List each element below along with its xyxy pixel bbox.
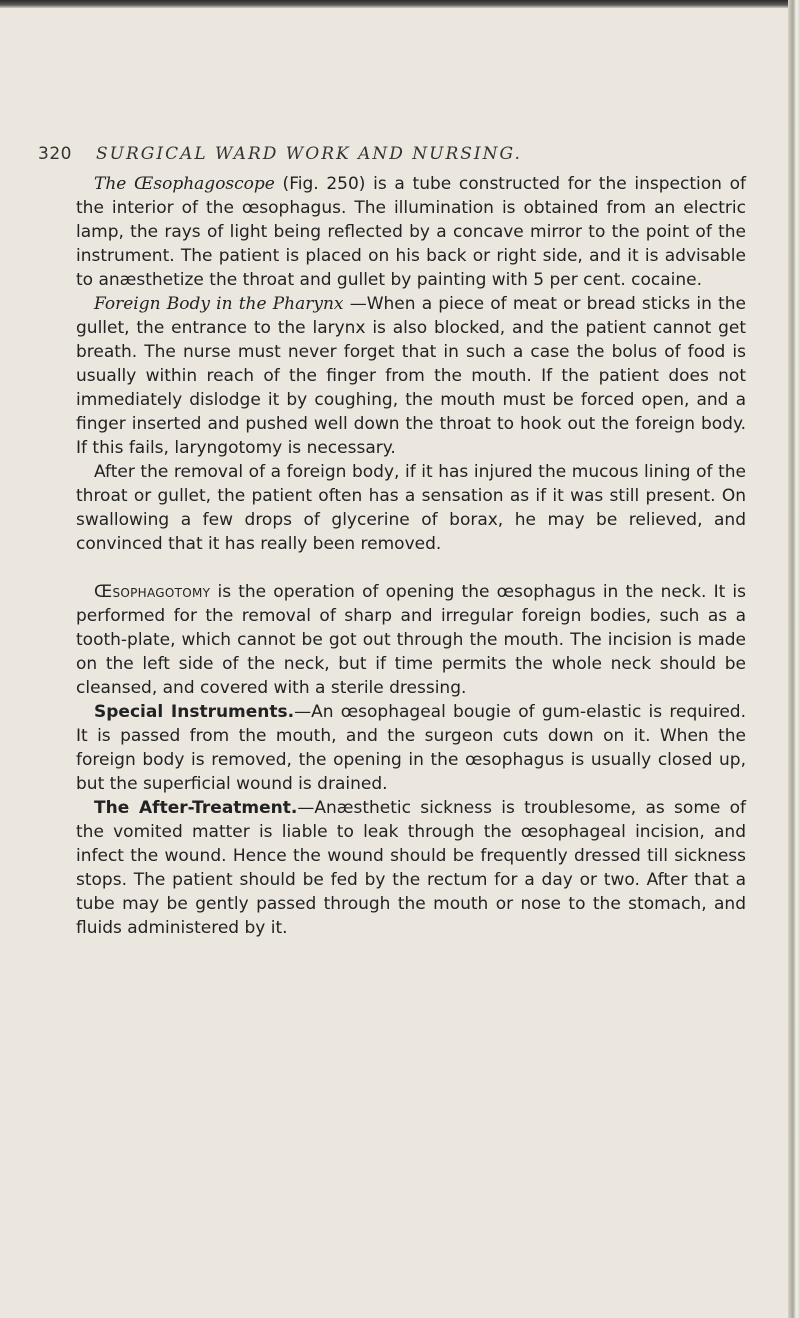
paragraph-after-removal: [76, 460, 746, 556]
paragraph-text: —An œsophageal bougie of gum-elastic is required. It is passed from the mouth, and the surgeon cuts down on it. When the foreign body is removed, the opening in the œsophagus is usually closed up, but the superficial wound is drained.: [76, 702, 746, 794]
paragraph-text: After the removal of a foreign body, if it has injured the mucous lining of the throat or gullet, the patient often has a sensation as if it was still present. On swallowing a few drops of glycerine of borax, he may be relieved, and convinced that it has really been removed.: [76, 462, 746, 554]
paragraph-text: is the operation of opening the œsophagus in the neck. It is performed for the removal of sharp and irregular foreign bodies, such as a tooth-plate, which cannot be got out through the mouth. The incision is made on the left side of the neck, but if time permits the whole neck should be cleansed, and covered with a sterile dressing.: [76, 582, 746, 698]
paragraph-text: —When a piece of meat or bread sticks in the gullet, the entrance to the larynx is also blocked, and the patient cannot get breath. The nurse must never forget that in such a case the bolus of food is usually within reach of the finger from the mouth. If the patient does not immediately dislodge it by coughing, the mouth must be forced open, and a finger inserted and pushed well down the throat to hook out the foreign body. If this fails, laryngotomy is necessary.: [76, 294, 746, 458]
paragraph-oesophagoscope: [76, 172, 746, 292]
paragraph-oesophagotomy: [76, 580, 746, 700]
paragraph-foreign-body: [76, 292, 746, 460]
paragraph-text: (Fig. 250) is a tube constructed for the inspection of the interior of the œsophagus. The illumination is obtained from an electric lamp, the rays of light being reflected by a concave mirror to the point of the instrument. The patient is placed on his back or right side, and it is advisable to anæsthetize the throat and gullet by painting with 5 per cent. cocaine.: [76, 174, 746, 290]
running-head: [38, 144, 746, 164]
book-page: [38, 144, 746, 940]
paragraph-title: Special Instruments.: [94, 702, 295, 722]
paragraph-after-treatment: [76, 796, 746, 940]
paragraph-title: The Œsophagoscope: [94, 174, 275, 194]
running-title: SURGICAL WARD WORK AND NURSING.: [96, 144, 522, 164]
page-top-edge-shadow: [0, 0, 790, 8]
paragraph-special-instruments: [76, 700, 746, 796]
page-binding-edge: [788, 0, 800, 1318]
body-text: [38, 172, 746, 940]
paragraph-text: —Anæsthetic sickness is troublesome, as some of the vomited matter is liable to leak through the œsophageal incision, and infect the wound. Hence the wound should be frequently dressed till sickness stops. The patient should be fed by the rectum for a day or two. After that a tube may be gently passed through the mouth or nose to the stomach, and fluids administered by it.: [76, 798, 747, 938]
paragraph-title: Foreign Body in the Pharynx: [94, 294, 344, 314]
paragraph-title: The After-Treatment.: [94, 798, 298, 818]
paragraph-title: Œsophagotomy: [94, 582, 211, 602]
page-number: 320: [38, 144, 72, 164]
